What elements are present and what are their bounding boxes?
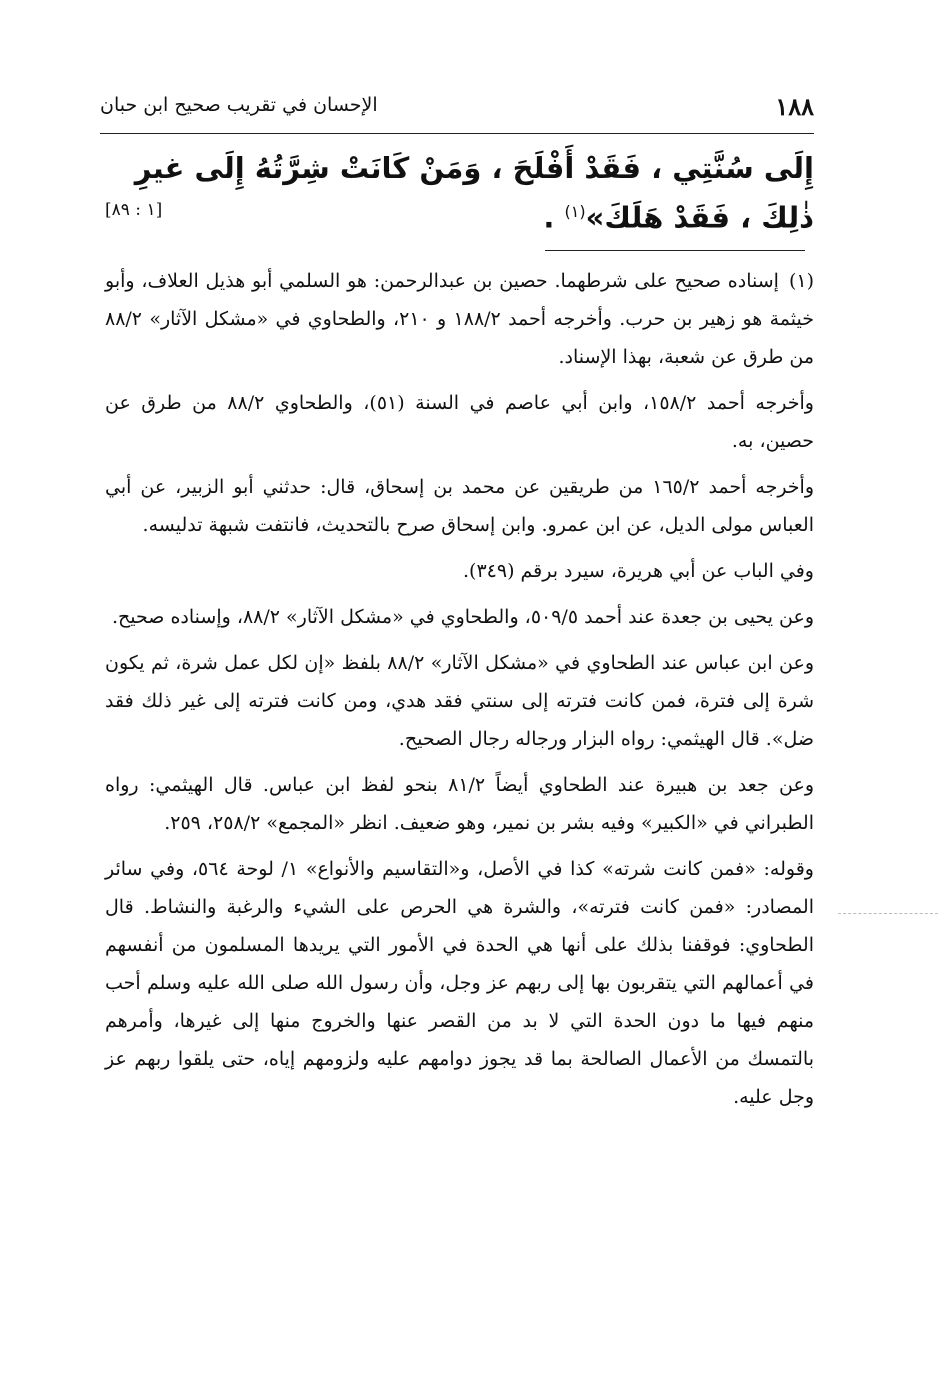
- footnote-divider: [545, 250, 805, 251]
- footnote-marker: (١): [788, 270, 814, 292]
- footnote-paragraph: وقوله: «فمن كانت شرته» كذا في الأصل، و«التقاسيم والأنواع» ١/ لوحة ٥٦٤، وفي سائر المصادر: «فمن كانت فترته»، والشرة هي الحرص على الشيء والرغبة والنشاط. قال الطحاوي: فوقفنا بذلك على أنها هي الحدة في الأمور التي يريدها المسلمون من أنفسهم في أعمالهم التي يتقربون بها إلى ربهم عز وجل، وأن رسول الله صلى الله عليه وسلم أحب منهم فيها ما دون الحدة التي لا بد من القصر عنها والخروج منها إلى غيرها، وأمرهم بالتمسك من الأعمال الصالحة بما قد يجوز دوامهم عليه ولزومهم إياه، حتى يلقوا ربهم عز وجل عليه.: [105, 858, 814, 1108]
- hadith-reference: [١ : ٨٩]: [105, 200, 163, 220]
- running-title: الإحسان في تقريب صحيح ابن حبان: [100, 94, 378, 116]
- footnote-paragraph: وعن يحيى بن جعدة عند أحمد ٥٠٩/٥، والطحاوي في «مشكل الآثار» ٨٨/٢، وإسناده صحيح.: [112, 606, 814, 628]
- page-number: ١٨٨: [775, 92, 814, 121]
- hadith-text: [105, 146, 814, 240]
- footnote-paragraph: وعن جعد بن هبيرة عند الطحاوي أيضاً ٨١/٢ بنحو لفظ ابن عباس. قال الهيثمي: رواه الطبراني في «الكبير» وفيه بشر بن نمير، وهو ضعيف. انظر «المجمع» ٢٥٨/٢، ٢٥٩.: [105, 774, 814, 834]
- footnote-paragraph: وأخرجه أحمد ١٦٥/٢ من طريقين عن محمد بن إسحاق، قال: حدثني أبو الزبير، عن أبي العباس مولى الديل، عن ابن عمرو. وابن إسحاق صرح بالتحديث، فانتفت شبهة تدليسه.: [105, 476, 814, 536]
- hadith-body: إِلَى سُنَّتِي ، فَقَدْ أَفْلَحَ ، وَمَنْ كَانَتْ شِرَّتُهُ إِلَى غيرِ ذٰلِكَ ، فَقَدْ هَلَكَ»: [134, 151, 814, 235]
- footnote-paragraph: وأخرجه أحمد ١٥٨/٢، وابن أبي عاصم في السنة (٥١)، والطحاوي ٨٨/٢ من طرق عن حصين، به.: [105, 392, 814, 452]
- page-header: [100, 92, 814, 132]
- footnote-reference: (١): [564, 202, 586, 221]
- footnotes-section: [105, 262, 814, 1124]
- footnote-paragraph: (١)إسناده صحيح على شرطهما. حصين بن عبدالرحمن: هو السلمي أبو هذيل العلاف، وأبو خيثمة هو زهير بن حرب. وأخرجه أحمد ١٨٨/٢ و ٢١٠، والطحاوي في «مشكل الآثار» ٨٨/٢ من طرق عن شعبة، بهذا الإسناد.: [105, 270, 814, 368]
- footnote-paragraph: وعن ابن عباس عند الطحاوي في «مشكل الآثار» ٨٨/٢ بلفظ «إن لكل عمل شرة، ثم يكون شرة إلى فترة، فمن كانت فترته إلى سنتي فقد هدي، ومن كانت فترته إلى غير ذلك فقد ضل». قال الهيثمي: رواه البزار ورجاله رجال الصحيح.: [105, 652, 814, 750]
- footnote-paragraph: وفي الباب عن أبي هريرة، سيرد برقم (٣٤٩).: [462, 560, 814, 582]
- scan-artifact: [838, 913, 938, 914]
- header-divider: [100, 133, 814, 134]
- hadith-end: .: [543, 200, 565, 235]
